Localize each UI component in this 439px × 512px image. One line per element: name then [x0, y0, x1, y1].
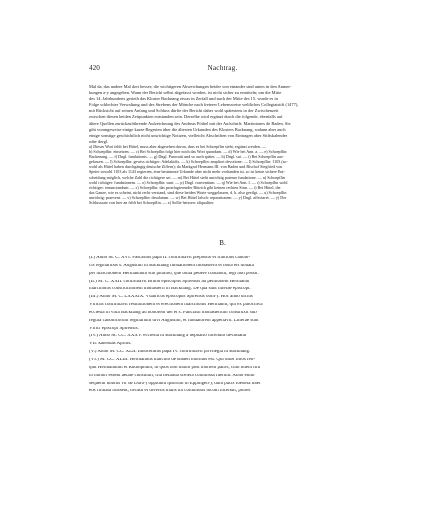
footnotes	[89, 145, 356, 206]
body-line: ecclesia in villa Backnang ad honorem dei et s. Pancratii monasterium construxit sub	[89, 310, 257, 315]
body-line: Vlrici episcopi Spirensis.	[89, 326, 139, 331]
intro-line: einige sonstige geschichtlich nicht unwichtige Notizen, vielleicht Abschriften von Eintragen aber Stiftskalender	[89, 133, 288, 138]
section-heading: B.	[219, 239, 226, 247]
body-line: quit Hermannum et Rudolphum, in quos non multo post mortem patris, cum iidem filii	[89, 365, 261, 370]
body-line: in minori essent aetate constituti, tria nefanda scelera commissa fuerunt. Anno enim	[89, 373, 255, 378]
footnote-line: gelassen. — l) Schoepflin: gewiss richtiger: Adelakidis. — k) Schoepflin: ampliori devotione. — l) Schoepflin: 1103 (so-	[89, 160, 288, 165]
footnote-line: wohl richtiger: fundationem. — o) Schoepflin: sunt. — p) Dngl. conventium. — q) Wie bei Ann. l. — r) Schoepflin wohl	[89, 180, 288, 185]
footnote-line: scheidung möglich, welche Zahl die richtigere sei. — m) Bei Hittel steht unrichtig paterno fundatione. — n) Schoepflin	[89, 175, 285, 180]
body-line: eos firmata fuissent, invasit et diversis malis ibi commissis locum incendit, plures	[89, 389, 251, 394]
body-line: (II.) M. C. XXII. confirmavit Bruno episcopus Spirensis ad petitionem Hermanni	[89, 279, 250, 284]
page-header	[89, 64, 356, 76]
body-line: Vlricus confirmavit restitutionem et erectionem marchionis Hermanni, qui ex parochiva	[89, 303, 263, 308]
body-line: cis regularibus s. Augustini in Backnang fundationem monasterii et bona eis donata	[89, 263, 254, 268]
footnote-line: unrichtig: praevent. — v) Schoepflin: desolatum. — w) Bei Hittel falsch: reparationem. — y) Dngl. affectaret. — y) Der	[89, 195, 287, 200]
intro-line: gibt vorangeweise einige kurze Regesten über die ältesten Urkunden des Klosters Backnang, sodann aber auch	[89, 127, 286, 132]
body-line: (IV.) Anno M. CC. XXXV. ecclesia in Backnang a nephario incendio devastatur	[89, 334, 247, 339]
footnote-line: Speier sowohl 1103 als 1143 regierten, eine bestimmte Urkunde aber nicht mehr vorhanden ist, so ist keine sichere Ent-	[89, 170, 285, 175]
running-head: Nachtrag.	[207, 64, 238, 72]
body-line: marchionis constructionem monasterii in Backnang. De qua sunt litterae episcopi.	[89, 287, 251, 292]
intro-line: ältere Quellen zurückzuführende Aufzeichnung des Andreas Pöthel mit der Aufschrift: Martiniones de Baden. Sie	[89, 121, 291, 126]
body-line: (I.) Anno M. C. XVI. Pascasius papa II. confirmavit preposito et fratribus canoni-	[89, 256, 251, 260]
footnote-line: Backenang. — f) Dngl. fundationis. — g) Dngl. Pancratii und so auch später. — h) Dngl. sui. — i) Bei Schoepflin aus-	[89, 155, 284, 160]
footnote-line: das Ganze, wie es scheint, nicht recht verstand, sind diese beiden Worte weggelassen, d. h. also geeilgt. — u) Schoepflin	[89, 190, 287, 195]
body-line: sequenti nobilis vir de Duro²) oppidum ipsorum in Eppingen³), dum pacis foedera inter	[89, 381, 261, 386]
intro-line: Folge schlechter Verwaltung und des Strebens der Mönche nach freierer Lebensweise weltliches Collegiatstift (1477),	[89, 103, 299, 108]
intro-line: des 14. Jahrhunderts gerieth das Kloster Backnang etwas in Zerfall und nach der Mitte des 15. wurde es in	[89, 97, 278, 102]
intro-line: oder dergl.	[89, 139, 109, 144]
intro-line: kungen a-y angegeben. Wann der Bericht selbst abgefasst worden, ist nicht sicher zu ermitteln; um die Mitte	[89, 91, 282, 96]
footnote-line: a) Dieses Wort fehlt bei Hittel, muss aber abgesehen davon, dass es bei Schoepflin steht, ergänzt werden. —	[89, 145, 266, 149]
footnote-line: Schlusssatz von hier an fehlt bei Schoepflin. — z) Sollte heissen: aliqualiter.	[89, 201, 215, 206]
body-line: (III.) Anno M. C. LXXXIX. Vdalricus episcopus Spirensis obiit¹). Hoc anno dictus	[89, 295, 253, 300]
body-line: regula canonicorum regularium divi Augustini, et fundatorem appellavit. Litterae sunt	[89, 318, 259, 323]
footnote-line: richtiger: renunciandum. — s) Schoepflin: das pronfugierender Bittrich gibt keinen rechten Sinn. — t) Bei Hittel, der	[89, 185, 281, 190]
page-number: 420	[89, 64, 100, 72]
intro-line: zwischen diesen beiden Zeitpunkten entstanden sein. Derselbe wird ergänzt durch die folgende, ebenfalls auf	[89, 115, 283, 120]
footnote-line: wohl als Hittel haben durchgängig deutsche Ziffern); da Markgraf Hermann III. von Baden und Bischof Siegfried von	[89, 165, 283, 170]
intro-paragraph	[89, 85, 356, 146]
body-line: VII. kalendas Aprilis.	[89, 342, 132, 347]
footnote-line: b) Schoepflin: einsetzen. — c) Bei Schoepflin folgt hier noch das Wort quondam. — d) Wie bei Ann. a. — e) Schoepflin:	[89, 150, 288, 155]
intro-line: mit Rücksicht auf seinen Anfang und Schluss dürfte der Bericht daher wohl spätestens in der Zwischenzeit	[89, 109, 279, 114]
body-line: (VI.) M. CC. XLIII. Hermannus marchio de Baden mortuus est. Qui duos filios reli-	[89, 357, 256, 362]
intro-line: Mal da, das andere Mal dort besser; die wichtigeren Abweichungen beider von einander sind unten in den Anmer-	[89, 85, 292, 89]
body-line: per marchionem Hermannum sub plumbo, que bulla pedere contabuit, legi non possit.	[89, 271, 259, 276]
body-text	[89, 256, 356, 397]
body-line: (V.) Anno M. CC. XLII. Innocentius papa IV. confirmavit privilegia in Backnang.	[89, 350, 251, 355]
